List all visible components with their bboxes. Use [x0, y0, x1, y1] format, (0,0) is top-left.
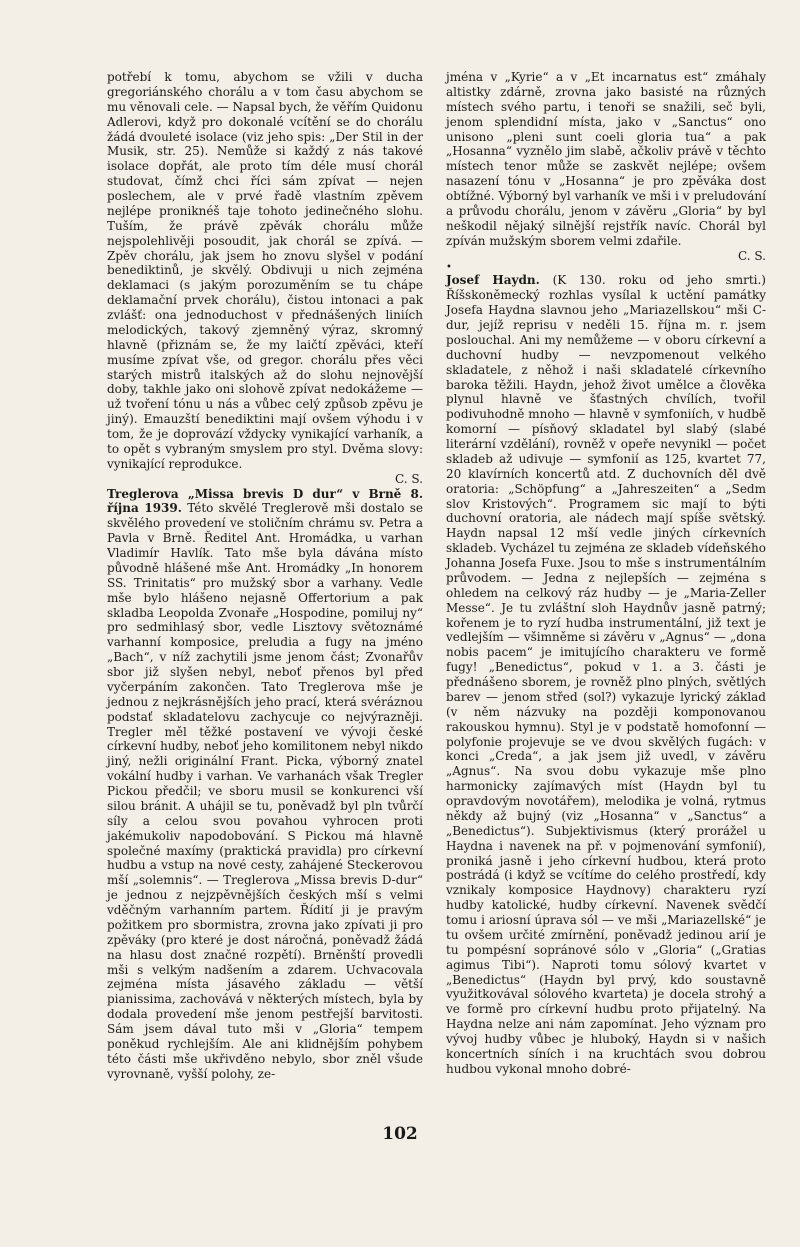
article-tregler — [107, 487, 423, 1082]
article-chorale-text: potřebí k tomu, abychom se vžili v ducha gregoriánského chorálu a v tom času abychom se mu věnovali cele. — Napsal bych, že věřím Quidonu Adlerovi, když pro dokonalé vcítění se do chorálu žádá dvouleté isolace (viz jeho spis: „Der Stil in der Musik, str. 25). Nemůže si každý z nás takové isolace dopřát, ale proto tím déle musí chorál studovat, čímž chci říci sám zpívat — nejen poslechem, ale v prvé řadě vlastním zpěvem nejlépe proniknéš taje tohoto jedinečného slohu. Tuším, že právě zpěvák chorálu může nejspolehlivěji posoudit, jak chorál se zpívá. — Zpěv chorálu, jak jsem ho znovu slyšel v podání benediktinů, je skvělý. Obdivuji u nich zejména deklamaci (s jakým porozuměním se tu chápe deklamační prvek chorálu), čistou intonaci a pak zvlášť: ona jednoduchost v přednášených liniích melodických, takový zjemněný výraz, skromný hlavně (přiznám se, že my laičtí zpěváci, kteří musíme zpívat vše, od gregor. chorálu přes věci starých mistrů italských až do slohu nejnovější doby, takhle jako oni slohově zpívat nedokážeme — už tvoření tónu u nás a vůbec celý způsob zpěvu je jiný). Emauzští benediktini mají ovšem výhodu i v tom, že je doprovází vždycky vynikající varhaník, a to opět s vybraným smyslem pro styl. Dvěma slovy: vynikající reprodukce. — [107, 70, 423, 471]
article-tregler-heading: Treglerova „Missa brevis D dur“ v Brně 8. října 1939. — [107, 486, 423, 516]
right-column — [446, 70, 766, 1077]
article-tregler-text: Této skvělé Treglerově mši dostalo se skvělého provedení ve stoličním chrámu sv. Petra a Pavla v Brně. Ředitel Ant. Hromádka, u varhan Vladimír Havlík. Tato mše byla dávána místo původně hlášené mše Ant. Hromádky „In honorem SS. Trinitatis“ pro mužský sbor a varhany. Vedle mše bylo hlášeno nejasně Offertorium a pak skladba Leopolda Zvonaře „Hospodine, pomiluj ny“ pro sedmihlasý sbor, vedle Lisztovy světoznámé varhanní komposice, preludia a fugy na jméno „Bach“, v níž zachytili jsme jenom část; Zvonařův sbor již slyšen nebyl, neboť přenos byl před vyčerpáním zakončen. Tato Treglerova mše je jednou z nejkrásnějších jeho prací, která svéráznou podstať skladatelovu zachycuje co nejvýrazněji. Tregler měl těžké postavení ve vývoji české církevní hudby, neboť jeho komilitonem nebyl nikdo jiný, nežli originální Frant. Picka, výborný znatel vokální hudby i varhan. Ve varhanách však Tregler Pickou předčil; ve sboru musil se konkurenci vší silou bránit. A uhájil se tu, poněvadž byl pln tvůrčí síly a celou svou povahou vyhrocen proti jakémukoliv napodobování. S Pickou má hlavně společné maxímy (praktická pravidla) pro církevní hudbu a vstup na nové cesty, zahájené Steckerovou mší „solemnis“. — Treglerova „Missa brevis D-dur“ je jednou z nejzpěvnějších českých mší s velmi vděčným varhanním partem. Řídití ji je pravým požitkem pro sbormistra, zrovna jako zpívati ji pro zpěváky (pro které je dost náročná, poněvadž žádá na hlasu dost značné rozpětí). Brněnští provedli mši s velkým nadšením a zdarem. Uchvacovala zejména místa jásavého základu — větší pianissima, zachovává v některých místech, byla by dodala provedení mše jenom pestřejší barvitosti. Sám jsem dával tuto mši v „Gloria“ tempem poněkud rychlejším. Ale ani klidnějším pohybem této části mše ukřivděno nebylo, sbor zněl všude vyrovnaně, vyšší polohy, ze- — [107, 501, 423, 1081]
article-tregler-signature: C. S. — [738, 248, 766, 263]
page-number: 102 — [382, 1124, 418, 1144]
article-chorale-signature: C. S. — [395, 471, 423, 486]
article-tregler-continuation: jména v „Kyrie“ a v „Et incarnatus est“ zmáhaly altistky zdárně, zrovna jako basisté na různých místech svého partu, i tenoři se snažili, seč byli, jenom splendidní místa, jako v „Sanctus“ ono unisono „pleni sunt coeli gloria tua“ a pak „Hosanna“ vyznělo jim slabě, ačkoliv právě v těchto místech tenor může se zaskvět nejlépe; ovšem nasazení tónu v „Hosanna“ je pro zpěváka dost obtížné. Výborný byl varhaník ve mši i v preludování a průvodu chorálu, jenom v závěru „Gloria“ by byl neškodil nějaký silnější rejstřík navíc. Chorál byl zpíván mužským sborem velmi zdařile. — [446, 70, 766, 248]
article-haydn-text: (K 130. roku od jeho smrti.) Říšskoněmecký rozhlas vysílal k uctění památky Josefa Haydna slavnou jeho „Mariazellskou“ mši C-dur, jejíž reprisu v neděli 15. října m. r. jsem poslouchal. Ani my nemůžeme — v oboru církevní a duchovní hudby — nevzpomenout velkého skladatele, z něhož i naši skladatelé církevního baroka těžili. Haydn, jehož život umělce a člověka plynul hlavně ve šťastných chvílích, tvořil podivuhodně mnoho — hlavně v symfoniích, v hudbě komorní — písňový skladatel byl slabý (slabé literární vzdělání), rovněž v opeře nevynikl — počet skladeb až udivuje — symfonií as 125, kvartet 77, 20 klavírních koncertů atd. Z duchovních děl dvě oratoria: „Schöpfung“ a „Jahreszeiten“ a „Sedm slov Kristových“. Programem sic mají to býti duchovní oratoria, ale nádech mají spíše světský. Haydn napsal 12 mší vedle jiných církevních skladeb. Vycházel tu zejména ze skladeb vídeňského Johanna Josefa Fuxe. Jsou to mše s instrumentálním průvodem. — Jedna z nejlepších — zejména s ohledem na celkový ráz hudby — je „Maria-Zeller Messe“. Je tu zvláštní sloh Haydnův jasně patrný; kořenem je to ryzí hudba instrumentální, již text je vedlejším — všimněme si závěru v „Agnus“ — „dona nobis pacem“ je imitujícího charakteru ve formě fugy! „Benedictus“, pokud v 1. a 3. části je přednášeno sborem, je rovněž plno plných, světlých barev — jenom střed (sol?) vykazuje lyrický základ (v něm názvuky na později komponovanou rakouskou hymnu). Styl je v podstatě homofonní — polyfonie projevuje se ve dvou skvělých fugách: v konci „Creda“, a jak jsem již uvedl, v závěru „Agnus“. Na svou dobu vykazuje mše plno harmonicky zajímavých míst (Haydn byl tu opravdovým novotářem), melodika je volná, rytmus někdy až bujný (viz „Hosanna“ v „Sanctus“ a „Benedictus“). Subjektivismus (který prorážel u Haydna i navenek na př. v pojmenování symfonií), proniká jasně i jeho církevní hudbou, která proto postrádá (i když se vcítíme do celého prostředí, kdy vznikaly komposice Haydnovy) charakteru ryzí hudby katolické, hudby církevní. Navenek svědčí tomu i ariosní úprava sól — ve mši „Mariazellské“ je tu ovšem určité zmírnění, poněvadž jedinou arií je tu pompésní sopránové sólo v „Gloria“ („Gratias agimus Tibi“). Naproti tomu sólový kvartet v „Benedictus“ (Haydn byl prvý, kdo soustavně využitkovával sólového kvarteta) je docela strohý a ve formě pro církevní hudbu proto přijatelný. Na Haydna nelze ani nám zapomínat. Jeho význam pro vývoj hudby vůbec je hluboký, Haydn si v našich koncertních síních i na kruchtách svou dobrou hudbou vykonal mnoho dobré- — [446, 273, 766, 1076]
article-haydn-heading: Josef Haydn. — [446, 273, 540, 288]
separator-bullet: • — [446, 262, 452, 274]
article-haydn — [446, 273, 766, 1076]
left-column — [107, 70, 423, 1082]
